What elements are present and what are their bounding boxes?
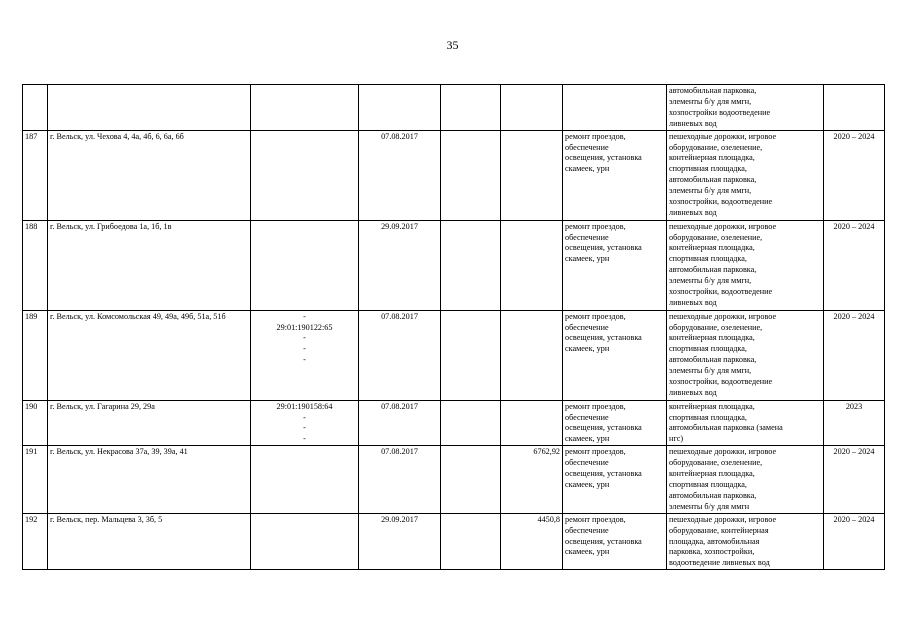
additional-works-cell — [667, 446, 824, 513]
period-cell: 2020 – 2024 — [824, 446, 885, 513]
additional-works-cell-line: спортивная площадка, — [669, 479, 747, 489]
additional-works-cell-line: хозпостройки, водоотведение — [669, 287, 773, 297]
cadastral-cell — [251, 446, 359, 513]
empty-cell — [441, 310, 501, 400]
minimum-works-cell-line: освещения, установка — [565, 469, 642, 479]
row-number-cell: 190 — [23, 400, 48, 446]
row-number-cell: 187 — [23, 130, 48, 220]
cadastral-cell — [251, 220, 359, 310]
minimum-works-cell-line: освещения, установка — [565, 423, 642, 433]
minimum-works-cell-line: ремонт проездов, — [565, 447, 626, 457]
minimum-works-cell-line: освещения, установка — [565, 333, 642, 343]
area-cell — [501, 85, 563, 131]
date-cell: 29.09.2017 — [359, 220, 441, 310]
minimum-works-cell-line: скамеек, урн — [565, 479, 610, 489]
period-cell: 2023 — [824, 400, 885, 446]
area-cell — [501, 400, 563, 446]
period-cell: 2020 – 2024 — [824, 220, 885, 310]
additional-works-cell-line: автомобильная парковка, — [669, 175, 757, 185]
additional-works-cell-line: пешеходные дорожки, игровое — [669, 131, 777, 141]
date-cell: 29.09.2017 — [359, 513, 441, 570]
additional-works-cell — [667, 400, 824, 446]
period-cell: 2020 – 2024 — [824, 130, 885, 220]
empty-cell — [441, 513, 501, 570]
additional-works-cell-line: оборудование, контейнерная — [669, 525, 769, 535]
area-cell — [501, 130, 563, 220]
minimum-works-cell-line: освещения, установка — [565, 153, 642, 163]
minimum-works-cell — [563, 310, 667, 400]
additional-works-cell-line: ливневых вод — [669, 207, 717, 217]
period-cell: 2020 – 2024 — [824, 513, 885, 570]
additional-works-cell — [667, 85, 824, 131]
row-number-cell: 189 — [23, 310, 48, 400]
page-number: 35 — [446, 38, 459, 52]
cadastral-cell — [251, 513, 359, 570]
additional-works-cell-line: ливневых вод — [669, 118, 717, 128]
additional-works-cell-line: спортивная площадка, — [669, 254, 747, 264]
address-cell — [48, 85, 251, 131]
address-cell: г. Вельск, ул. Грибоедова 1а, 1б, 1в — [48, 220, 251, 310]
additional-works-cell-line: пешеходные дорожки, игровое — [669, 447, 777, 457]
additional-works-cell-line: оборудование, озеленение, — [669, 322, 763, 332]
additional-works-cell-line: спортивная площадка, — [669, 412, 747, 422]
minimum-works-cell-line: обеспечение — [565, 322, 609, 332]
additional-works-cell-line: автомобильная парковка, — [669, 355, 757, 365]
additional-works-cell-line: спортивная площадка, — [669, 164, 747, 174]
period-cell — [824, 85, 885, 131]
registry-table — [22, 84, 885, 570]
minimum-works-cell — [563, 85, 667, 131]
address-cell: г. Вельск, ул. Некрасова 37а, 39, 39а, 41 — [48, 446, 251, 513]
table-row — [23, 85, 885, 131]
date-cell: 07.08.2017 — [359, 400, 441, 446]
minimum-works-cell — [563, 446, 667, 513]
cadastral-cell-line: - — [303, 355, 306, 365]
additional-works-cell-line: элементы б/у для ммгн, — [669, 186, 752, 196]
minimum-works-cell-line: обеспечение — [565, 525, 609, 535]
minimum-works-cell-line: скамеек, урн — [565, 254, 610, 264]
additional-works-cell-line: контейнерная площадка, — [669, 243, 755, 253]
additional-works-cell-line: водоотведение ливневых вод — [669, 558, 770, 568]
cadastral-cell — [251, 85, 359, 131]
minimum-works-cell — [563, 400, 667, 446]
minimum-works-cell — [563, 513, 667, 570]
minimum-works-cell-line: освещения, установка — [565, 536, 642, 546]
cadastral-cell — [251, 130, 359, 220]
additional-works-cell-line: площадка, автомобильная — [669, 536, 760, 546]
additional-works-cell-line: элементы б/у для ммгн, — [669, 276, 752, 286]
row-number-cell — [23, 85, 48, 131]
row-number-cell: 188 — [23, 220, 48, 310]
empty-cell — [441, 446, 501, 513]
additional-works-cell-line: контейнерная площадка, — [669, 333, 755, 343]
minimum-works-cell-line: обеспечение — [565, 232, 609, 242]
additional-works-cell-line: парковка, хозпостройки, — [669, 547, 755, 557]
empty-cell — [441, 400, 501, 446]
minimum-works-cell-line: обеспечение — [565, 412, 609, 422]
address-cell: г. Вельск, ул. Комсомольская 49, 49а, 49б, 51а, 51б — [48, 310, 251, 400]
row-number-cell: 191 — [23, 446, 48, 513]
minimum-works-cell — [563, 130, 667, 220]
table-row — [23, 446, 885, 513]
additional-works-cell-line: хозпостройки, водоотведение — [669, 197, 773, 207]
cadastral-cell-line: - — [303, 333, 306, 343]
additional-works-cell-line: оборудование, озеленение, — [669, 232, 763, 242]
additional-works-cell-line: ливневых вод — [669, 297, 717, 307]
cadastral-cell — [251, 310, 359, 400]
table-row — [23, 220, 885, 310]
cadastral-cell-line: - — [303, 423, 306, 433]
additional-works-cell-line: оборудование, озеленение, — [669, 458, 763, 468]
additional-works-cell-line: хозпостройки, водоотведение — [669, 377, 773, 387]
additional-works-cell — [667, 310, 824, 400]
area-cell — [501, 220, 563, 310]
additional-works-cell — [667, 130, 824, 220]
cadastral-cell-line: - — [303, 344, 306, 354]
minimum-works-cell — [563, 220, 667, 310]
additional-works-cell-line: контейнерная площадка, — [669, 469, 755, 479]
additional-works-cell-line: элементы б/у для ммгн, — [669, 96, 752, 106]
address-cell: г. Вельск, ул. Чехова 4, 4а, 4б, 6, 6а, 6б — [48, 130, 251, 220]
cadastral-cell-line: 29:01:190158:64 — [276, 401, 333, 411]
additional-works-cell-line: контейнерная площадка, — [669, 401, 755, 411]
address-cell: г. Вельск, ул. Гагарина 29, 29а — [48, 400, 251, 446]
cadastral-cell-line: - — [303, 434, 306, 444]
address-cell: г. Вельск, пер. Мальцева 3, 3б, 5 — [48, 513, 251, 570]
area-cell: 6762,92 — [501, 446, 563, 513]
area-cell — [501, 310, 563, 400]
additional-works-cell-line: оборудование, озеленение, — [669, 142, 763, 152]
period-cell: 2020 – 2024 — [824, 310, 885, 400]
additional-works-cell-line: контейнерная площадка, — [669, 153, 755, 163]
minimum-works-cell-line: ремонт проездов, — [565, 131, 626, 141]
additional-works-cell-line: автомобильная парковка, — [669, 490, 757, 500]
cadastral-cell-line: 29:01:190122:65 — [276, 322, 333, 332]
additional-works-cell-line: ливневых вод — [669, 387, 717, 397]
additional-works-cell-line: хозпостройки водоотведение — [669, 107, 771, 117]
date-cell: 07.08.2017 — [359, 310, 441, 400]
additional-works-cell-line: элементы б/у для ммгн — [669, 501, 750, 511]
minimum-works-cell-line: ремонт проездов, — [565, 221, 626, 231]
table-row — [23, 513, 885, 570]
additional-works-cell-line: автомобильная парковка (замена — [669, 423, 783, 433]
additional-works-cell-line: пешеходные дорожки, игровое — [669, 221, 777, 231]
additional-works-cell-line: нгс) — [669, 434, 684, 444]
table-row — [23, 130, 885, 220]
minimum-works-cell-line: скамеек, урн — [565, 164, 610, 174]
minimum-works-cell-line: ремонт проездов, — [565, 514, 626, 524]
date-cell: 07.08.2017 — [359, 446, 441, 513]
minimum-works-cell-line: обеспечение — [565, 142, 609, 152]
additional-works-cell — [667, 513, 824, 570]
minimum-works-cell-line: ремонт проездов, — [565, 401, 626, 411]
empty-cell — [441, 130, 501, 220]
table-row — [23, 400, 885, 446]
minimum-works-cell-line: скамеек, урн — [565, 434, 610, 444]
cadastral-cell — [251, 400, 359, 446]
date-cell: 07.08.2017 — [359, 130, 441, 220]
cadastral-cell-line: - — [303, 412, 306, 422]
cadastral-cell-line: - — [303, 311, 306, 321]
table-row — [23, 310, 885, 400]
additional-works-cell-line: пешеходные дорожки, игровое — [669, 514, 777, 524]
minimum-works-cell-line: освещения, установка — [565, 243, 642, 253]
additional-works-cell-line: пешеходные дорожки, игровое — [669, 311, 777, 321]
minimum-works-cell-line: скамеек, урн — [565, 547, 610, 557]
empty-cell — [441, 85, 501, 131]
additional-works-cell-line: автомобильная парковка, — [669, 86, 757, 95]
minimum-works-cell-line: обеспечение — [565, 458, 609, 468]
additional-works-cell-line: автомобильная парковка, — [669, 265, 757, 275]
additional-works-cell-line: элементы б/у для ммгн, — [669, 366, 752, 376]
date-cell — [359, 85, 441, 131]
minimum-works-cell-line: скамеек, урн — [565, 344, 610, 354]
minimum-works-cell-line: ремонт проездов, — [565, 311, 626, 321]
empty-cell — [441, 220, 501, 310]
row-number-cell: 192 — [23, 513, 48, 570]
area-cell: 4450,8 — [501, 513, 563, 570]
additional-works-cell — [667, 220, 824, 310]
additional-works-cell-line: спортивная площадка, — [669, 344, 747, 354]
